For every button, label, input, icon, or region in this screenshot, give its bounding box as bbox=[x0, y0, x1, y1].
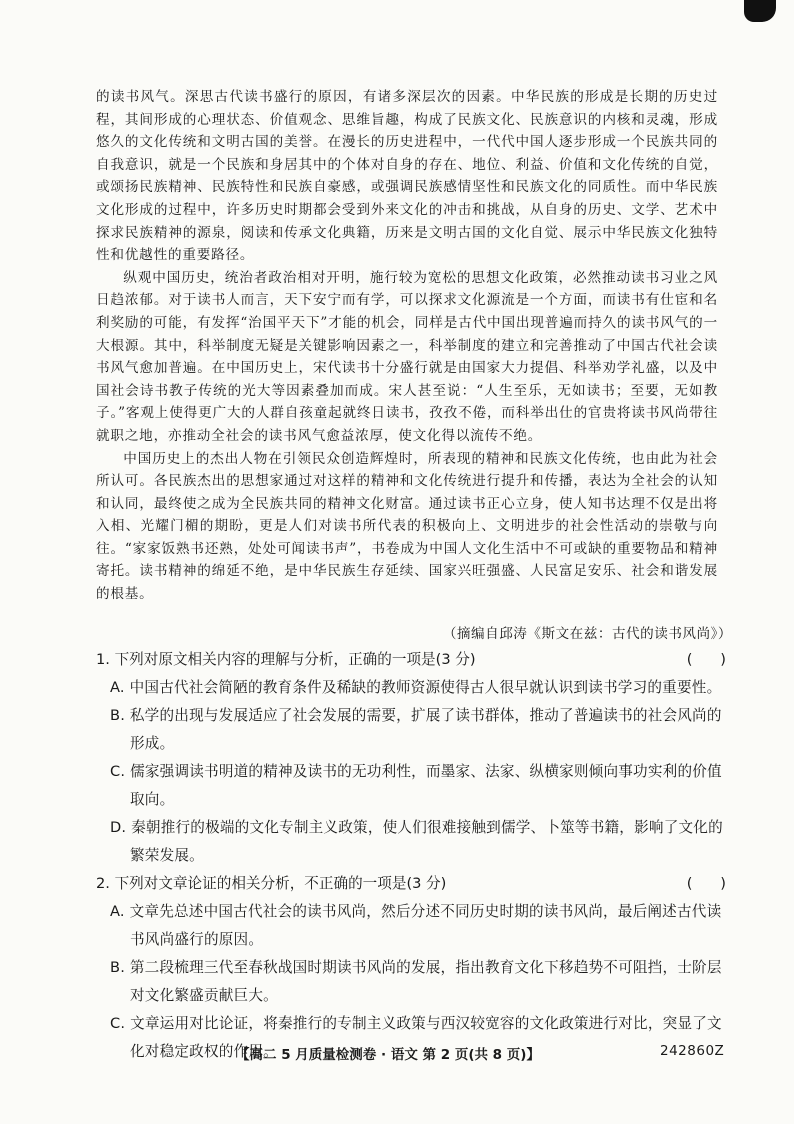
passage-paragraph-3: 中国历史上的杰出人物在引领民众创造辉煌时，所表现的精神和民族文化传统，也由此为社会所认可。各民族杰出的思想家通过对这样的精神和文化传统进行提升和传播，表达为全社会的认知和认同，最终使之成为全民族共同的精神文化财富。通过读书正心立身，使人知书达理不仅是出将入相、光耀门楣的期盼，更是人们对读书所代表的积极向上、文明进步的社会性活动的崇敬与向往。“家家饭熟书还熟，处处可闻读书声”，书卷成为中国人文化生活中不可或缺的重要物品和精神寄托。读书精神的绵延不绝，是中华民族生存延续、国家兴旺强盛、人民富足安乐、社会和谐发展的根基。 bbox=[96, 450, 718, 603]
question-2-option-c: C. 文章运用对比论证，将秦推行的专制主义政策与西汉较宽容的文化政策进行对比，突显了文化对稳定政权的作用。 bbox=[110, 1015, 722, 1060]
question-2-stem: 2. 下列对文章论证的相关分析，不正确的一项是(3 分) bbox=[96, 875, 447, 892]
page-corner-mark bbox=[744, 0, 776, 22]
question-list bbox=[96, 646, 736, 1066]
question-2-option-b: B. 第二段梳理三代至春秋战国时期读书风尚的发展，指出教育文化下移趋势不可阻挡，士阶层对文化繁盛贡献巨大。 bbox=[110, 959, 722, 1004]
question-1-option-c: C. 儒家强调读书明道的精神及读书的无功利性，而墨家、法家、纵横家则倾向事功实利的价值取向。 bbox=[110, 763, 722, 808]
question-2-option-a: A. 文章先总述中国古代社会的读书风尚，然后分述不同历史时期的读书风尚，最后阐述古代读书风尚盛行的原因。 bbox=[110, 903, 722, 948]
passage-paragraph-2: 纵观中国历史，统治者政治相对开明，施行较为宽松的思想文化政策，必然推动读书习业之风日趋浓郁。对于读书人而言，天下安宁而有学，可以探求文化源流是一个方面，而读书有仕宦和名利奖励的可能，有发挥“治国平天下”才能的机会，同样是古代中国出现普遍而持久的读书风气的一大根源。其中，科举制度无疑是关键影响因素之一，科举制度的建立和完善推动了中国古代社会读书风气愈加普遍。在中国历史上，宋代读书十分盛行就是由国家大力提倡、科举劝学礼盛，以及中国社会诗书教子传统的光大等因素叠加而成。宋人甚至说：“人生至乐，无如读书；至要，无如教子。”客观上使得更广大的人群自孩童起就终日读书，孜孜不倦，而科举出仕的官贵将读书风尚带往就职之地，亦推动全社会的读书风气愈益浓厚，使文化得以流传不绝。 bbox=[96, 269, 718, 444]
question-1-option-b: B. 私学的出现与发展适应了社会发展的需要，扩展了读书群体，推动了普遍读书的社会风尚的形成。 bbox=[110, 707, 722, 752]
question-1-stem: 1. 下列对原文相关内容的理解与分析，正确的一项是(3 分) bbox=[96, 651, 476, 668]
footer-code: 242860Z bbox=[660, 1043, 725, 1059]
question-2 bbox=[96, 870, 736, 1066]
question-1-option-a: A. 中国古代社会简陋的教育条件及稀缺的教师资源使得古人很早就认识到读书学习的重要性。 bbox=[110, 679, 722, 696]
question-1-option-d: D. 秦朝推行的极端的文化专制主义政策，使人们很难接触到儒学、卜筮等书籍，影响了文化的繁荣发展。 bbox=[110, 819, 723, 864]
question-1 bbox=[96, 646, 736, 870]
page-footer bbox=[0, 1040, 794, 1064]
question-1-answer-blank: ( ) bbox=[686, 651, 726, 668]
reading-passage bbox=[96, 86, 718, 606]
question-2-answer-blank: ( ) bbox=[686, 875, 726, 892]
passage-source: （摘编自邱涛《斯文在兹：古代的读书风尚》） bbox=[442, 626, 732, 642]
passage-paragraph-1: 的读书风气。深思古代读书盛行的原因，有诸多深层次的因素。中华民族的形成是长期的历史过程，其间形成的心理状态、价值观念、思维旨趣，构成了民族文化、民族意识的内核和灵魂，形成悠久的文化传统和文明古国的美誉。在漫长的历史进程中，一代代中国人逐步形成一个民族共同的自我意识，就是一个民族和身居其中的个体对自身的存在、地位、利益、价值和文化传统的自觉，或颂扬民族精神、民族特性和民族自豪感，或强调民族感情坚性和民族文化的同质性。而中华民族文化形成的过程中，许多历史时期都会受到外来文化的冲击和挑战，从自身的历史、文学、艺术中探求民族精神的源泉，阅读和传承文化典籍，历来是文明古国的文化自觉、展示中华民族文化独特性和优越性的重要路径。 bbox=[96, 89, 718, 264]
footer-title: 【高二 5 月质量检测卷 · 语文 第 2 页(共 8 页)】 bbox=[236, 1047, 540, 1063]
